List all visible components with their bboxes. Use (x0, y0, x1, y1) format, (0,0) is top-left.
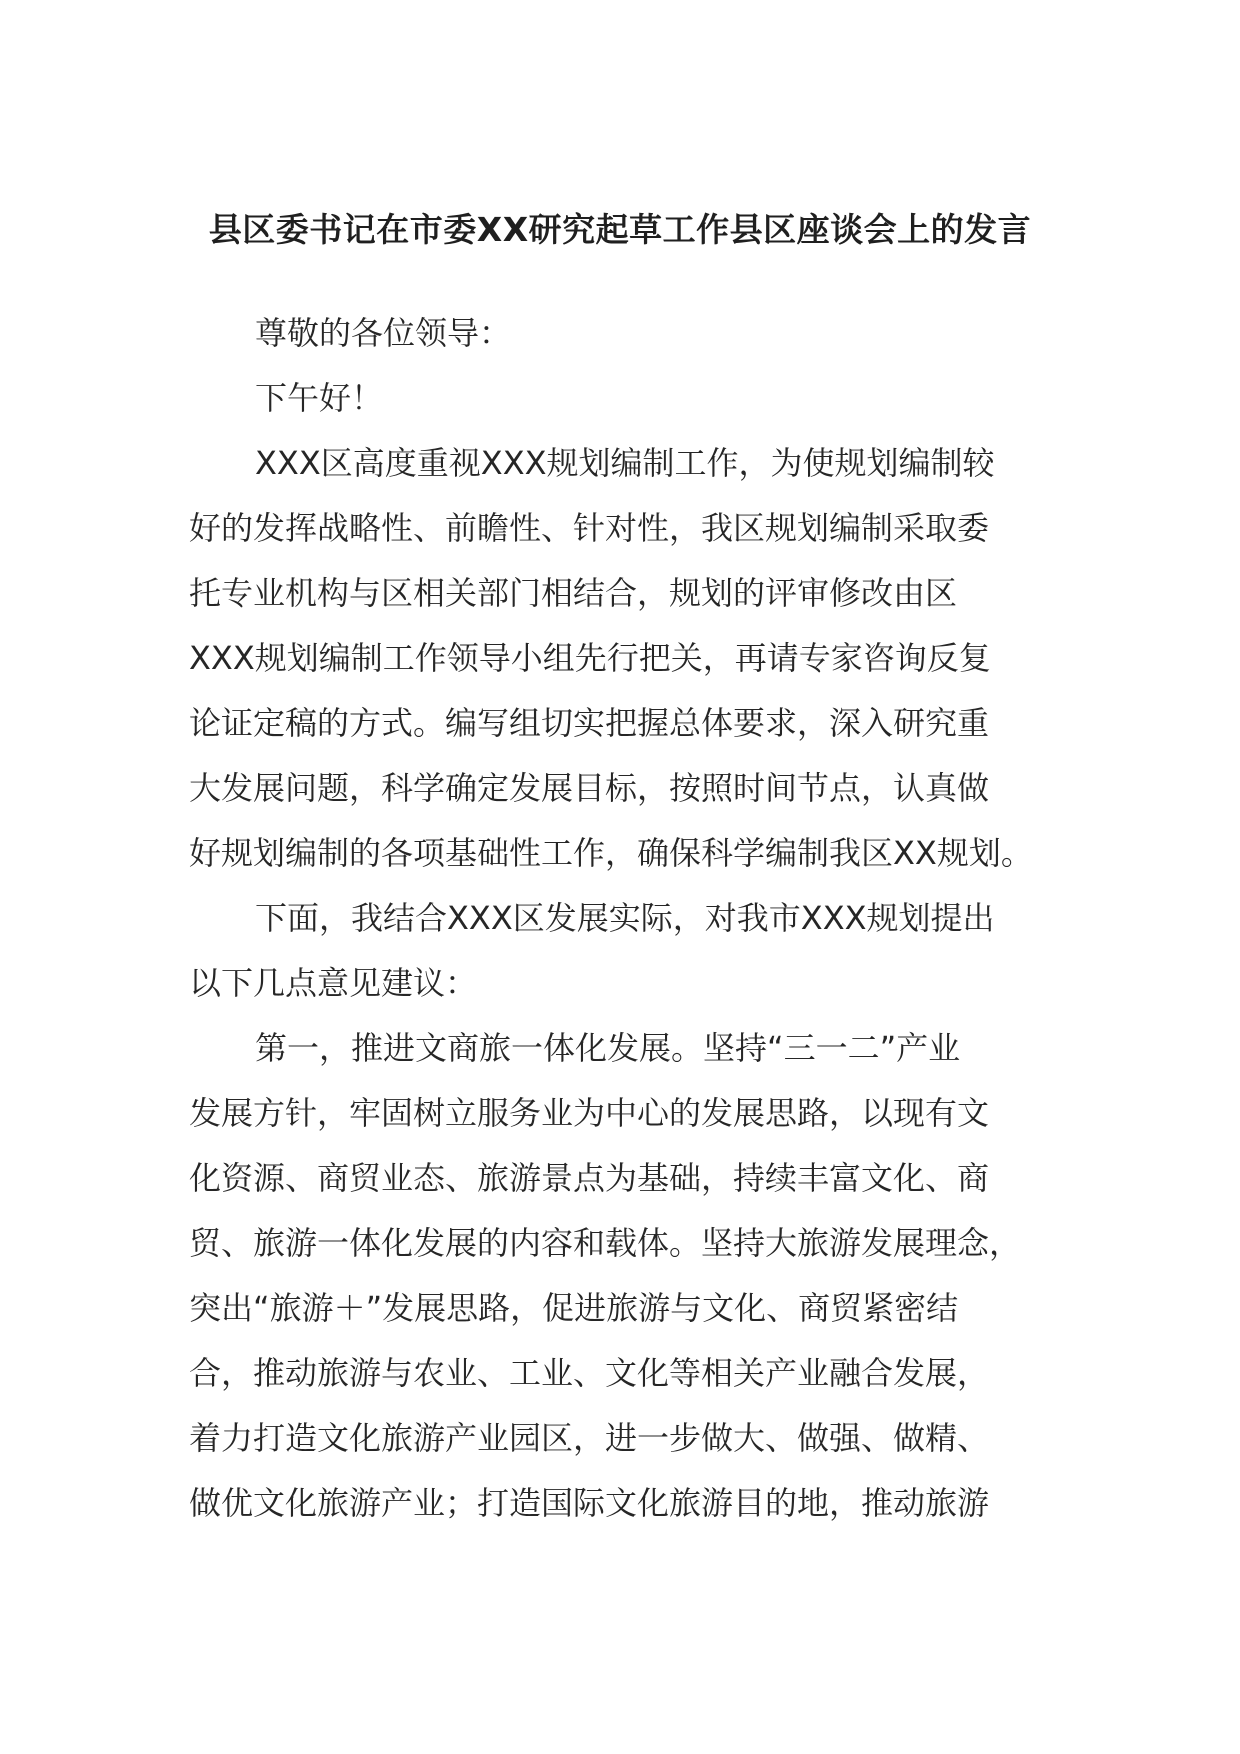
body-line: XXX区高度重视XXX规划编制工作，为使规划编制较 (255, 444, 995, 482)
body-line: 做优文化旅游产业；打造国际文化旅游目的地，推动旅游 (189, 1484, 990, 1522)
body-line: 大发展问题，科学确定发展目标，按照时间节点，认真做 (189, 769, 990, 807)
body-line: 好规划编制的各项基础性工作，确保科学编制我区XX规划。 (189, 834, 1033, 872)
body-line: 发展方针，牢固树立服务业为中心的发展思路，以现有文 (189, 1094, 990, 1132)
document-body (189, 301, 1069, 1536)
body-line: 托专业机构与区相关部门相结合，规划的评审修改由区 (189, 574, 958, 612)
body-line: 突出“旅游＋”发展思路，促进旅游与文化、商贸紧密结 (189, 1289, 959, 1327)
body-line: 贸、旅游一体化发展的内容和载体。坚持大旅游发展理念， (189, 1224, 1022, 1262)
body-line: 尊敬的各位领导： (255, 314, 512, 352)
body-line: 以下几点意见建议： (189, 964, 478, 1002)
document-title: 县区委书记在市委XX研究起草工作县区座谈会上的发言 (208, 210, 1032, 249)
body-line: XXX规划编制工作领导小组先行把关，再请专家咨询反复 (189, 639, 991, 677)
body-line: 合，推动旅游与农业、工业、文化等相关产业融合发展， (189, 1354, 990, 1392)
body-line: 着力打造文化旅游产业园区，进一步做大、做强、做精、 (189, 1419, 990, 1457)
body-line: 第一，推进文商旅一体化发展。坚持“三一二”产业 (255, 1029, 961, 1067)
body-line: 论证定稿的方式。编写组切实把握总体要求，深入研究重 (189, 704, 990, 742)
body-line: 下午好！ (255, 379, 384, 417)
body-line: 下面，我结合XXX区发展实际，对我市XXX规划提出 (255, 899, 995, 937)
body-line: 好的发挥战略性、前瞻性、针对性，我区规划编制采取委 (189, 509, 990, 547)
body-line: 化资源、商贸业态、旅游景点为基础，持续丰富文化、商 (189, 1159, 990, 1197)
